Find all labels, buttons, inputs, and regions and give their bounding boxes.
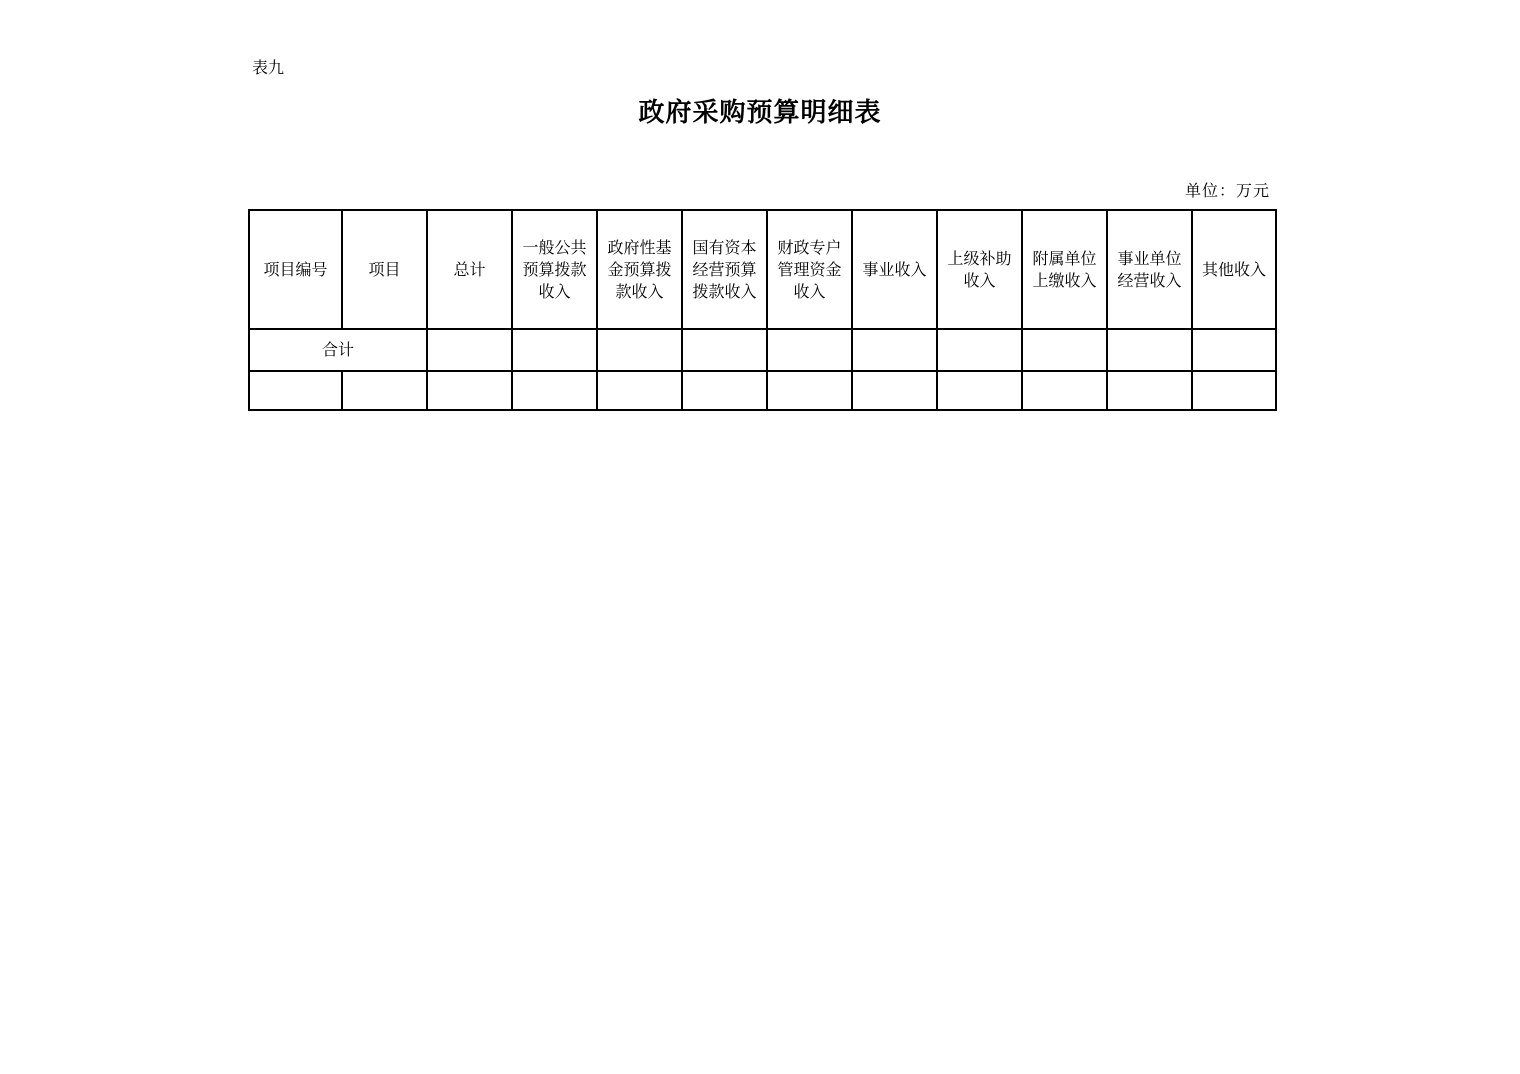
table-cell [852,371,937,410]
total-row [249,329,1276,371]
header-cell-total: 总计 [427,210,512,329]
table-cell [852,329,937,371]
header-cell-business-income: 事业收入 [852,210,937,329]
table-cell [767,329,852,371]
table-cell [1192,329,1276,371]
table-cell [1022,329,1107,371]
header-cell-special-account: 财政专户管理资金收入 [767,210,852,329]
table-cell [1107,329,1192,371]
header-cell-project: 项目 [342,210,427,329]
table-cell [1192,371,1276,410]
table-cell [512,329,597,371]
table-cell [937,371,1022,410]
header-cell-other-income: 其他收入 [1192,210,1276,329]
procurement-budget-table [248,209,1277,411]
table-cell [1022,371,1107,410]
header-cell-general-budget: 一般公共预算拨款收入 [512,210,597,329]
page-title: 政府采购预算明细表 [638,98,882,128]
table-cell [427,329,512,371]
header-cell-project-code: 项目编号 [249,210,342,329]
table-cell [249,371,342,410]
header-row [249,210,1276,329]
table-cell [1107,371,1192,410]
table-cell [427,371,512,410]
table-cell [597,329,682,371]
header-cell-affiliate-remittance: 附属单位上缴收入 [1022,210,1107,329]
unit-label: 单位：万元 [1184,181,1270,200]
table-number: 表九 [252,58,285,77]
table-cell [767,371,852,410]
header-cell-gov-fund: 政府性基金预算拨款收入 [597,210,682,329]
table-cell [682,371,767,410]
table-cell [342,371,427,410]
total-label: 合计 [249,329,427,371]
header-cell-operating-income: 事业单位经营收入 [1107,210,1192,329]
header-cell-superior-subsidy: 上级补助收入 [937,210,1022,329]
table-cell [512,371,597,410]
table-cell [937,329,1022,371]
header-cell-state-capital: 国有资本经营预算拨款收入 [682,210,767,329]
table-cell [597,371,682,410]
table-row [249,371,1276,410]
table-cell [682,329,767,371]
